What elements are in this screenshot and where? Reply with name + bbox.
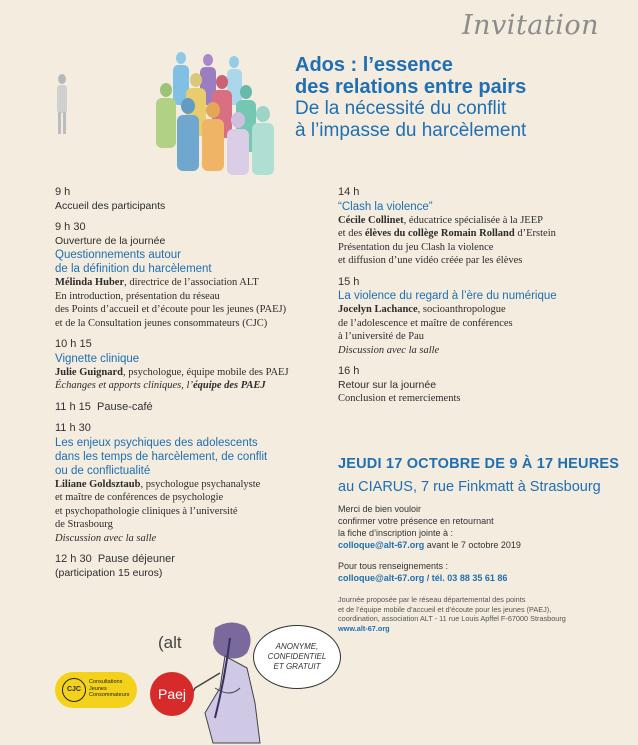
website-link[interactable]: www.alt-67.org [338,623,390,633]
alt-logo: (alt [158,633,182,652]
info-email-link[interactable]: colloque@alt-67.org [338,573,425,583]
footer-block [338,595,633,633]
discussion-note: Discussion avec la salle [55,532,157,544]
cjc-text-line: Consommateurs [89,692,130,698]
desc-line: Présentation du jeu Clash la violence [338,241,494,253]
desc-line: à l’université de Pau [338,331,425,342]
time-11h30: 11 h 30 [55,422,91,434]
speaker-students [338,227,628,241]
item-accueil: Accueil des participants [55,199,166,212]
time-15h: 15 h [338,275,360,288]
time-12h30: 12 h 30 [55,553,92,565]
time-10h15: 10 h 15 [55,338,92,350]
desc-line: de l’adolescence et maître de conférences [338,317,513,329]
rsvp-block [338,503,521,551]
session-title-vignette: Vignette clinique [55,352,140,365]
speaker-role: , psychologue, équipe mobile des PAEJ [122,366,289,378]
time-9h: 9 h [55,186,71,198]
info-block [338,560,507,584]
speaker-name: élèves du collège Romain Rolland [364,228,515,239]
speech-bubble [253,625,341,689]
session-line: dans les temps de harcèlement, de conflit [55,450,268,463]
speaker-name: Jocelyn Lachance [338,304,418,315]
speaker-name: Liliane Goldsztaub [55,478,141,490]
rsvp-line: confirmer votre présence en retournant [338,516,494,526]
session-title-enjeux [55,436,330,478]
session-title-clash: “Clash la violence” [338,200,433,213]
paej-logo: Paej [150,672,194,716]
speaker-name: Mélinda Huber [55,277,125,288]
speaker-name: Julie Guignard [55,366,123,378]
cjc-text-line: Jeunes [89,685,107,692]
speaker-role: , directrice de l’association ALT [124,277,259,288]
speaker-huber [55,276,330,290]
title-line-2: des relations entre pairs [295,76,527,98]
crowd-illustration [48,50,288,180]
footer-line: et de l’équipe mobile d’accueil et d’écoute pour les jeunes (PAEJ), [338,604,552,614]
pause-text: Pause déjeuner [97,553,175,565]
lone-figure [57,74,67,134]
invitation-heading: Invitation [462,10,600,41]
pause-cafe [55,401,330,415]
pause-text: Pause-café [97,400,153,413]
cjc-text-line: Consultations [89,679,123,685]
cjc-logo-text [89,679,129,699]
footer-line: coordination, association ALT - 11 rue Louis Apffel F-67000 Strasbourg [338,614,566,623]
subtitle-line-2: à l’impasse du harcèlement [295,120,527,141]
speaker-role: , socioanthropologue [417,304,506,315]
program-left-column [55,178,330,580]
title-line-1: Ados : l’essence [295,54,453,76]
participation-note: (participation 15 euros) [55,566,163,579]
desc-line: Conclusion et remerciements [338,393,461,404]
subtitle-line-1: De la nécessité du conflit [295,98,507,119]
bubble-line: ANONYME, [275,642,319,651]
time-14h: 14 h [338,186,360,198]
speaker-goldsztaub [55,478,330,492]
bubble-line: ET GRATUIT [273,662,321,671]
desc-line: des Points d’accueil et d’écoute pour les jeunes (PAEJ) [55,304,287,315]
speaker-role: , psychologue psychanalyste [140,478,261,490]
time-16h: 16 h [338,365,360,377]
session-title-questionnements [55,248,330,276]
desc-bold: équipe des PAEJ [192,380,266,391]
desc-line: et diffusion d’une vidéo créée par les élèves [338,255,523,266]
info-contact [338,572,507,584]
event-date: JEUDI 17 OCTOBRE DE 9 À 17 HEURES [338,456,620,472]
group-figures [156,52,274,175]
info-label: Pour tous renseignements : [338,561,449,571]
desc-line: et de la Consultation jeunes consommateurs (CJC) [55,317,268,329]
session-title-violence-regard: La violence du regard à l’ère du numérique [338,290,557,302]
desc-text: d’Erstein [514,228,556,239]
event-place: au CIARUS, 7 rue Finkmatt à Strasbourg [338,479,601,495]
session-line: de la définition du harcèlement [55,263,212,275]
speaker-role: , éducatrice spécialisée à la JEEP [403,214,543,226]
pause-dejeuner [55,553,330,567]
speaker-collinet [338,214,628,228]
time-11h15: 11 h 15 [55,400,91,413]
item-retour: Retour sur la journée [338,378,437,391]
item-ouverture: Ouverture de la journée [55,234,166,247]
rsvp-line: la fiche d’inscription jointe à : [338,528,454,538]
desc-line [55,379,330,393]
desc-text: Échanges et apports cliniques, l’ [55,380,193,391]
desc-line: et psychopathologie cliniques à l’université [55,505,238,517]
session-line: ou de conflictualité [55,464,151,477]
session-line: Questionnements autour [55,249,181,261]
title-block [295,54,526,142]
time-9h30: 9 h 30 [55,221,86,233]
speaker-name: Cécile Collinet [338,214,404,226]
program-right-column [338,178,628,406]
bubble-line: CONFIDENTIEL [267,652,327,661]
rsvp-deadline: avant le 7 octobre 2019 [424,540,521,550]
speaker-guignard [55,366,330,380]
rsvp-email-line [338,539,521,551]
footer-line: Journée proposée par le réseau départemental des points [338,595,526,604]
info-phone: / tél. 03 88 35 61 86 [424,573,508,583]
rsvp-line: Merci de bien vouloir [338,504,422,514]
rsvp-email-link[interactable]: colloque@alt-67.org [338,540,425,550]
cjc-logo-mark: CJC [62,678,86,702]
desc-line: En introduction, présentation du réseau [55,290,220,302]
speaker-lachance [338,303,628,317]
desc-line: de Strasbourg [55,519,113,530]
discussion-note: Discussion avec la salle [338,344,440,356]
desc-line: et maître de conférences de psychologie [55,492,224,503]
session-line: Les enjeux psychiques des adolescents [55,436,258,449]
desc-text: et des [338,228,365,239]
